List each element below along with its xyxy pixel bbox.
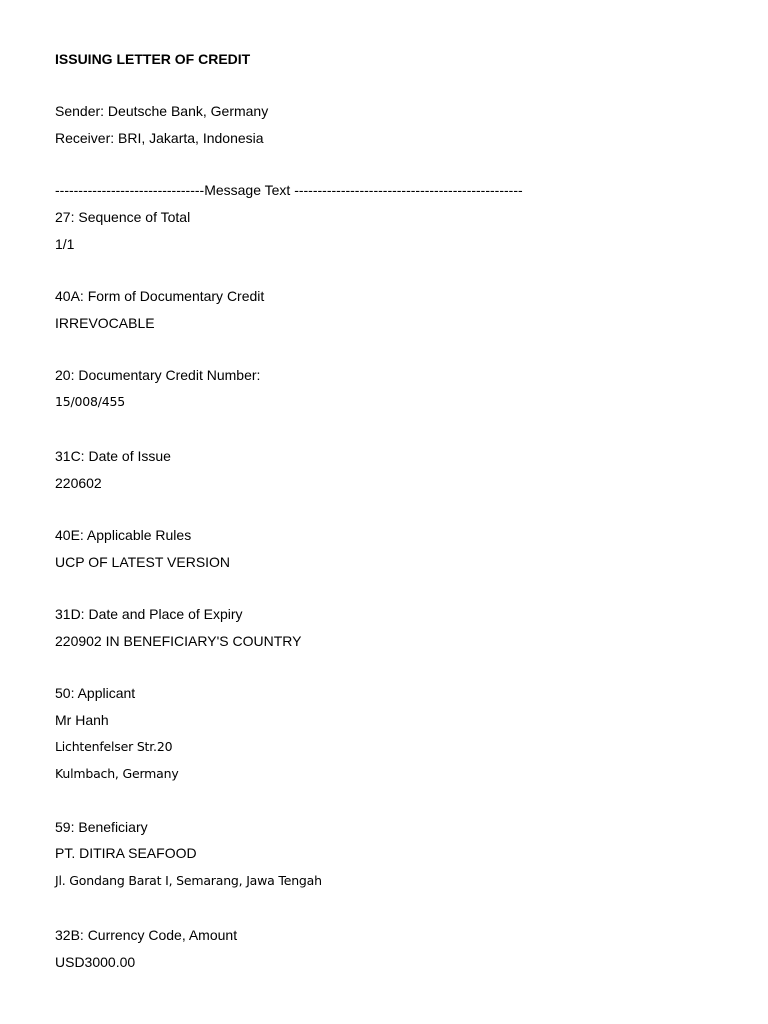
field-27-label: 27: Sequence of Total (55, 209, 191, 225)
field-31d-value: 220902 IN BENEFICIARY'S COUNTRY (55, 633, 302, 649)
document-title: ISSUING LETTER OF CREDIT (55, 51, 251, 67)
field-32b-value: USD3000.00 (55, 954, 136, 970)
field-40e-value: UCP OF LATEST VERSION (55, 554, 231, 570)
field-40e-label: 40E: Applicable Rules (55, 527, 192, 543)
field-20-label: 20: Documentary Credit Number: (55, 367, 261, 383)
applicant-name: Mr Hanh (55, 712, 109, 728)
message-text-divider: --------------------------------Message Text ------------------------------------------------- (55, 182, 523, 198)
applicant-address-line-2: Kulmbach, Germany (55, 766, 179, 781)
field-40a-label: 40A: Form of Documentary Credit (55, 288, 265, 304)
field-27-value: 1/1 (55, 236, 75, 252)
beneficiary-address: Jl. Gondang Barat I, Semarang, Jawa Tengah (55, 873, 322, 888)
field-50-label: 50: Applicant (55, 685, 136, 701)
field-40a-value: IRREVOCABLE (55, 315, 155, 331)
field-31d-label: 31D: Date and Place of Expiry (55, 606, 243, 622)
receiver-line: Receiver: BRI, Jakarta, Indonesia (55, 130, 264, 146)
field-31c-label: 31C: Date of Issue (55, 448, 171, 464)
field-32b-label: 32B: Currency Code, Amount (55, 927, 238, 943)
applicant-address-line-1: Lichtenfelser Str.20 (55, 739, 173, 754)
field-31c-value: 220602 (55, 475, 102, 491)
beneficiary-name: PT. DITIRA SEAFOOD (55, 845, 197, 861)
field-59-label: 59: Beneficiary (55, 819, 148, 835)
sender-line: Sender: Deutsche Bank, Germany (55, 103, 269, 119)
field-20-value: 15/008/455 (55, 394, 126, 409)
